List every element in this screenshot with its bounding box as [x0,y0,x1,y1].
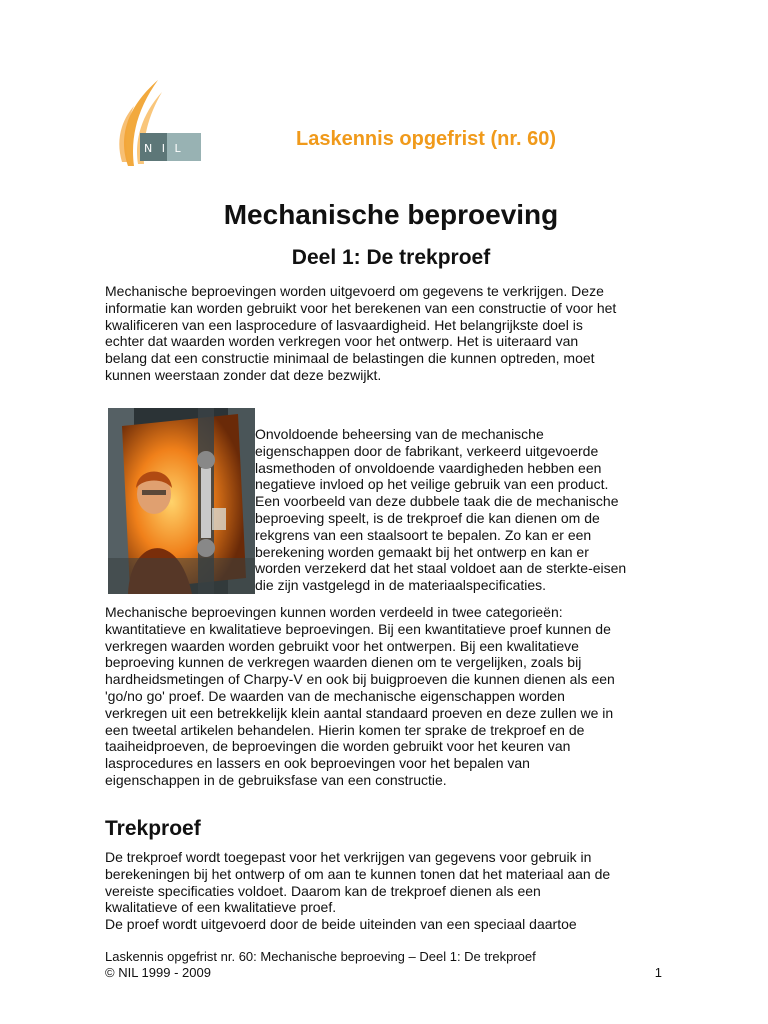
nil-logo [108,78,208,170]
logo-letters: N I L [144,142,184,155]
tensile-test-photo-icon [108,408,255,594]
section-heading-trekproef: Trekproef [105,817,201,840]
nil-logo-icon [108,78,208,170]
tensile-test-photo [108,408,255,594]
page-number: 1 [654,965,662,980]
footer-title: Laskennis opgefrist nr. 60: Mechanische beproeving – Deel 1: De trekproef [105,949,536,964]
series-title: Laskennis opgefrist (nr. 60) [296,128,557,150]
photo-side-paragraph: Onvoldoende beheersing van de mechanische eigenschappen door de fabrikant, verkeerd uitgevoerde lasmethoden of onvoldoende vaardigheden hebben een negatieve invloed op het veilige gebruik van een product. Een voorbeeld van deze dubbele taak die de mechanische beproeving speelt, is de trekproef die kan dienen om de rekgrens van een staalsoort te bepalen. Zo kan er een berekening worden gemaakt bij het ontwerp en kan er worden verzekerd dat het staal voldoet aan de sterkte-eisen die zijn vastgelegd in de materiaalspecificaties. [255,426,627,594]
intro-paragraph: Mechanische beproevingen worden uitgevoerd om gegevens te verkrijgen. Deze informatie kan worden gebruikt voor het berekenen van een constructie of voor het kwalificeren van een lasprocedure of lasvaardigheid. Het belangrijkste doel is echter dat waarden worden verkregen voor het ontwerp. Het is uiteraard van belang dat een constructie minimaal de belastingen die kunnen optreden, moet kunnen weerstaan zonder dat deze bezwijkt. [105,283,617,383]
trekproef-paragraph: De trekproef wordt toegepast voor het verkrijgen van gegevens voor gebruik in berekeningen bij het ontwerp of om aan te kunnen tonen dat het materiaal aan de vereiste specificaties voldoet. Daarom kan de trekproef dienen als een kwalitatieve of een kwalitatieve proef. De proef wordt uitgevoerd door de beide uiteinden van een speciaal daartoe [105,849,611,933]
categories-paragraph: Mechanische beproevingen kunnen worden verdeeld in twee categorieën: kwantitatieve en kwalitatieve beproevingen. Bij een kwantitatieve proef kunnen de verkregen waarden worden gebruikt voor het ontwerpen. Bij een kwalitatieve beproeving kunnen de verkregen waarden dienen om te vergelijken, zoals bij hardheidsmetingen of Charpy-V en ook bij buigproeven die kunnen dienen als een 'go/no go' proef. De waarden van de mechanische eigenschappen worden verkregen uit een betrekkelijk klein aantal standaard proeven en deze zullen we in een tweetal artikelen behandelen. Hierin komen ter sprake de trekproef en de taaiheidproeven, de beproevingen die worden gebruikt voor het keuren van lasprocedures en lassers en ook beproevingen voor het bepalen van eigenschappen in de gebruiksfase van een constructie. [105,604,615,788]
document-subtitle: Deel 1: De trekproef [291,246,491,269]
footer-copyright: © NIL 1999 - 2009 [105,965,211,980]
document-title: Mechanische beproeving [223,199,559,230]
